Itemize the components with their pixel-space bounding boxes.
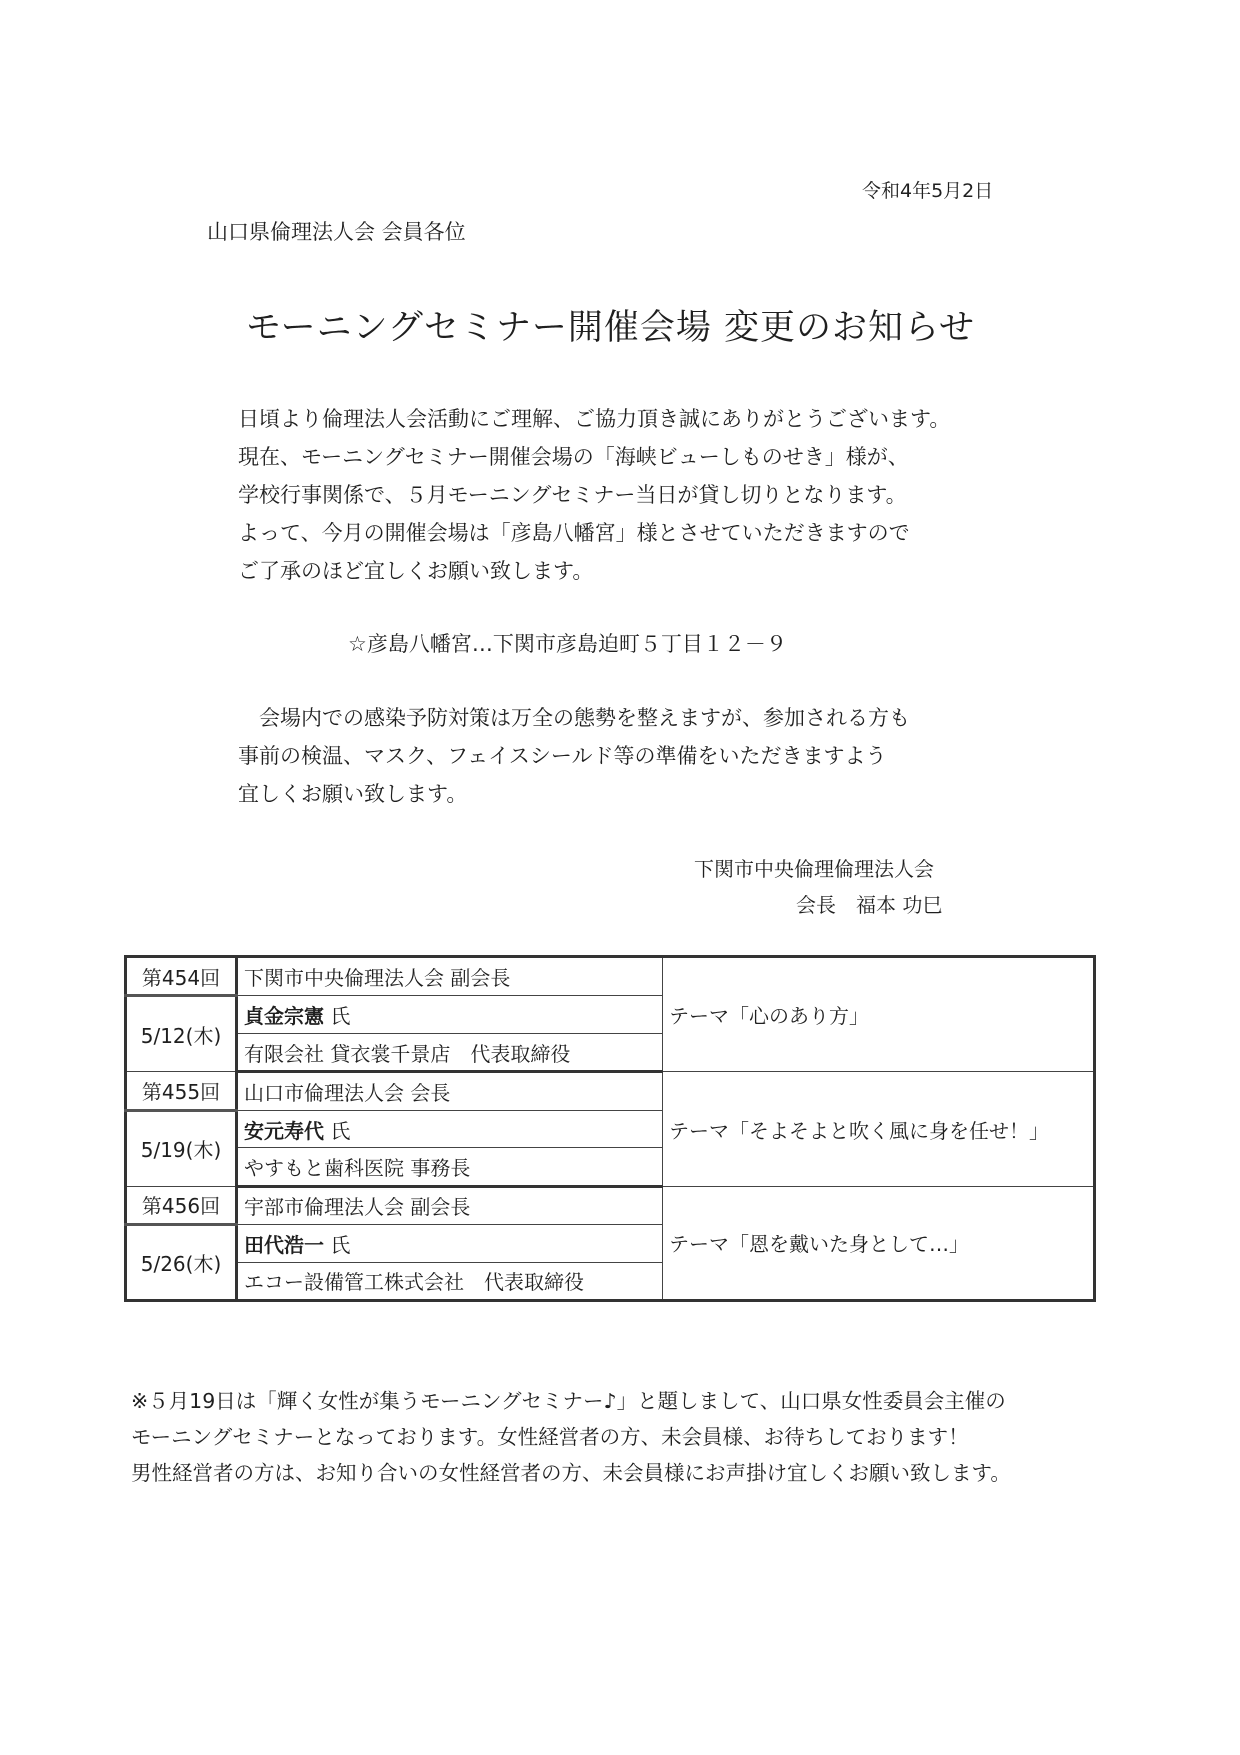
speaker-company: 有限会社 貸衣裳千景店 代表取締役 — [237, 1033, 663, 1071]
speaker-name: 貞金宗憲 — [244, 1004, 324, 1029]
body-line-3: 学校行事関係で、５月モーニングセミナー当日が貸し切りとなります。 — [238, 483, 907, 507]
body-line-1: 日頃より倫理法人会活動にご理解、ご協力頂き誠にありがとうございます。 — [238, 407, 951, 431]
speaker-affiliation: 宇部市倫理法人会 副会長 — [237, 1186, 663, 1224]
signature-person: 会長 福本 功巳 — [796, 893, 943, 917]
session-number: 第455回 — [126, 1072, 237, 1110]
document-title: モーニングセミナー開催会場 変更のお知らせ — [246, 308, 975, 348]
session-date: 5/12(木) — [126, 996, 237, 1072]
seminar-schedule-table — [124, 955, 1096, 1302]
honorific: 氏 — [324, 1232, 351, 1257]
precaution-line-1: 会場内での感染予防対策は万全の態勢を整えますが、参加される方も — [238, 706, 910, 730]
speaker-name: 安元寿代 — [244, 1118, 324, 1143]
table-row — [126, 957, 1095, 996]
signature-org: 下関市中央倫理倫理法人会 — [694, 857, 934, 881]
speaker-affiliation: 山口市倫理法人会 会長 — [237, 1072, 663, 1110]
session-date: 5/19(木) — [126, 1110, 237, 1186]
session-theme: テーマ「恩を戴いた身として…」 — [663, 1186, 1095, 1300]
speaker-name-cell — [237, 1110, 663, 1147]
note-line-1: ※５月19日は「輝く女性が集うモーニングセミナー♪」と題しまして、山口県女性委員会主催の — [131, 1389, 1006, 1413]
speaker-name-cell — [237, 996, 663, 1033]
note-line-2: モーニングセミナーとなっております。女性経営者の方、未会員様、お待ちしております！ — [131, 1425, 969, 1449]
precaution-line-2: 事前の検温、マスク、フェイスシールド等の準備をいただきますよう — [238, 744, 887, 768]
venue-line: ☆彦島八幡宮…下関市彦島迫町５丁目１２－９ — [348, 632, 787, 656]
speaker-name: 田代浩一 — [244, 1232, 324, 1257]
body-line-5: ご了承のほど宜しくお願い致します。 — [238, 559, 594, 583]
speaker-name-cell — [237, 1225, 663, 1262]
speaker-company: やすもと歯科医院 事務長 — [237, 1148, 663, 1186]
note-line-3: 男性経営者の方は、お知り合いの女性経営者の方、未会員様にお声掛け宜しくお願い致します。 — [131, 1461, 1011, 1485]
body-line-4: よって、今月の開催会場は「彦島八幡宮」様とさせていただきますので — [238, 521, 910, 545]
session-theme: テーマ「心のあり方」 — [663, 957, 1095, 1072]
speaker-company: エコー設備管工株式会社 代表取締役 — [237, 1262, 663, 1300]
table-row — [126, 1186, 1095, 1224]
session-number: 第456回 — [126, 1186, 237, 1224]
body-line-2: 現在、モーニングセミナー開催会場の「海峡ビューしものせき」様が、 — [238, 445, 909, 469]
recipient-line: 山口県倫理法人会 会員各位 — [207, 220, 466, 244]
session-date: 5/26(木) — [126, 1225, 237, 1301]
document-date: 令和4年5月2日 — [862, 180, 994, 202]
speaker-affiliation: 下関市中央倫理法人会 副会長 — [237, 957, 663, 996]
honorific: 氏 — [324, 1118, 351, 1143]
honorific: 氏 — [324, 1004, 351, 1029]
session-number: 第454回 — [126, 957, 237, 996]
table-row — [126, 1072, 1095, 1110]
precaution-line-3: 宜しくお願い致します。 — [238, 782, 468, 806]
session-theme: テーマ「そよそよと吹く風に身を任せ！」 — [663, 1072, 1095, 1186]
